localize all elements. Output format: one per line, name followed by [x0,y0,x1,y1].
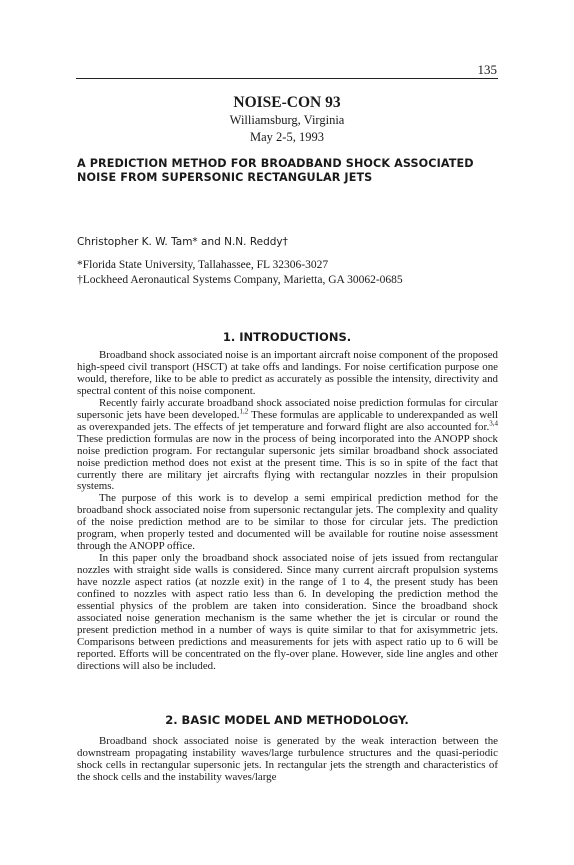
section-1-heading: 1. INTRODUCTIONS. [222,330,352,344]
title-line-2: NOISE FROM SUPERSONIC RECTANGULAR JETS [77,171,373,184]
conference-name: NOISE-CON 93 [233,94,341,111]
conference-date: May 2-5, 1993 [250,130,324,144]
paragraph: Broadband shock associated noise is an important aircraft noise component of the proposed high-speed civil transport (HSCT) at take offs and landings. For noise certification purpose one would, therefore, like to be able to predict as accurately as possible the intensity, directivity and spectral content of this noise component. [77,349,498,397]
section-2-body [77,736,498,784]
paragraph: The purpose of this work is to develop a semi empirical prediction method for the broadband shock associated noise from supersonic rectangular jets. The complexity and quality of the noise prediction method are to be similar to those for circular jets. The prediction program, when properly tested and documented will be available for routine noise assessment through the ANOPP office. [77,492,498,553]
paragraph [77,398,498,494]
paragraph: Broadband shock associated noise is generated by the weak interaction between the downstream propagating instability waves/large turbulence structures and the quasi-periodic shock cells in rectangular supersonic jets. In rectangular jets the strength and characteristics of the shock cells and the instability waves/large [77,735,498,783]
paragraph: In this paper only the broadband shock associated noise of jets issued from rectangular nozzles with straight side walls is considered. Since many current aircraft propulsion systems have nozzle aspect ratios (at nozzle exit) in the range of 1 to 4, the present study has been confined to nozzles with aspect ratio less than 6. In developing the prediction method the essential physics of the problem are taken into consideration. Since the broadband shock associated noise generation mechanism is the same whether the jet is circular or round the present prediction method in a number of ways is quite similar to that for axisymmetric jets. Comparisons between predictions and measurements for jets with aspect ratio up to 6 will be reported. Efforts will be concentrated on the fly-over plane. However, side line angles and other directions will also be included. [77,552,498,672]
text-run: These prediction formulas are now in the process of being incorporated into the ANOPP shock noise prediction program. For rectangular supersonic jets similar broadband shock associated noise prediction method does not exist at the present time. This is so in spite of the fact that currently there are military jet aircrafts flying with rectangular nozzles in their propulsion systems. [77,432,498,493]
section-1-body [77,350,498,673]
paper-title [77,157,507,185]
page-number: 135 [477,62,497,77]
text-run: Recently fairly accurate broadband shock associated noise prediction formulas for circular supersonic jets have been developed. [77,396,498,421]
section-2-heading: 2. BASIC MODEL AND METHODOLOGY. [165,713,409,727]
citation: 3,4 [489,419,498,428]
text-run: These formulas are applicable to underexpanded as well as overexpanded jets. The effects of jet temperature and forward flight are also accounted for. [77,408,498,433]
affiliation-1: *Florida State University, Tallahassee, FL 32306-3027 [77,259,329,271]
authors: Christopher K. W. Tam* and N.N. Reddy† [77,236,288,248]
conference-location: Williamsburg, Virginia [229,113,345,127]
title-line-1: A PREDICTION METHOD FOR BROADBAND SHOCK ASSOCIATED [77,157,474,170]
affiliation-2: †Lockheed Aeronautical Systems Company, Marietta, GA 30062-0685 [77,274,403,286]
header-rule [76,78,498,79]
citation: 1,2 [239,407,249,416]
